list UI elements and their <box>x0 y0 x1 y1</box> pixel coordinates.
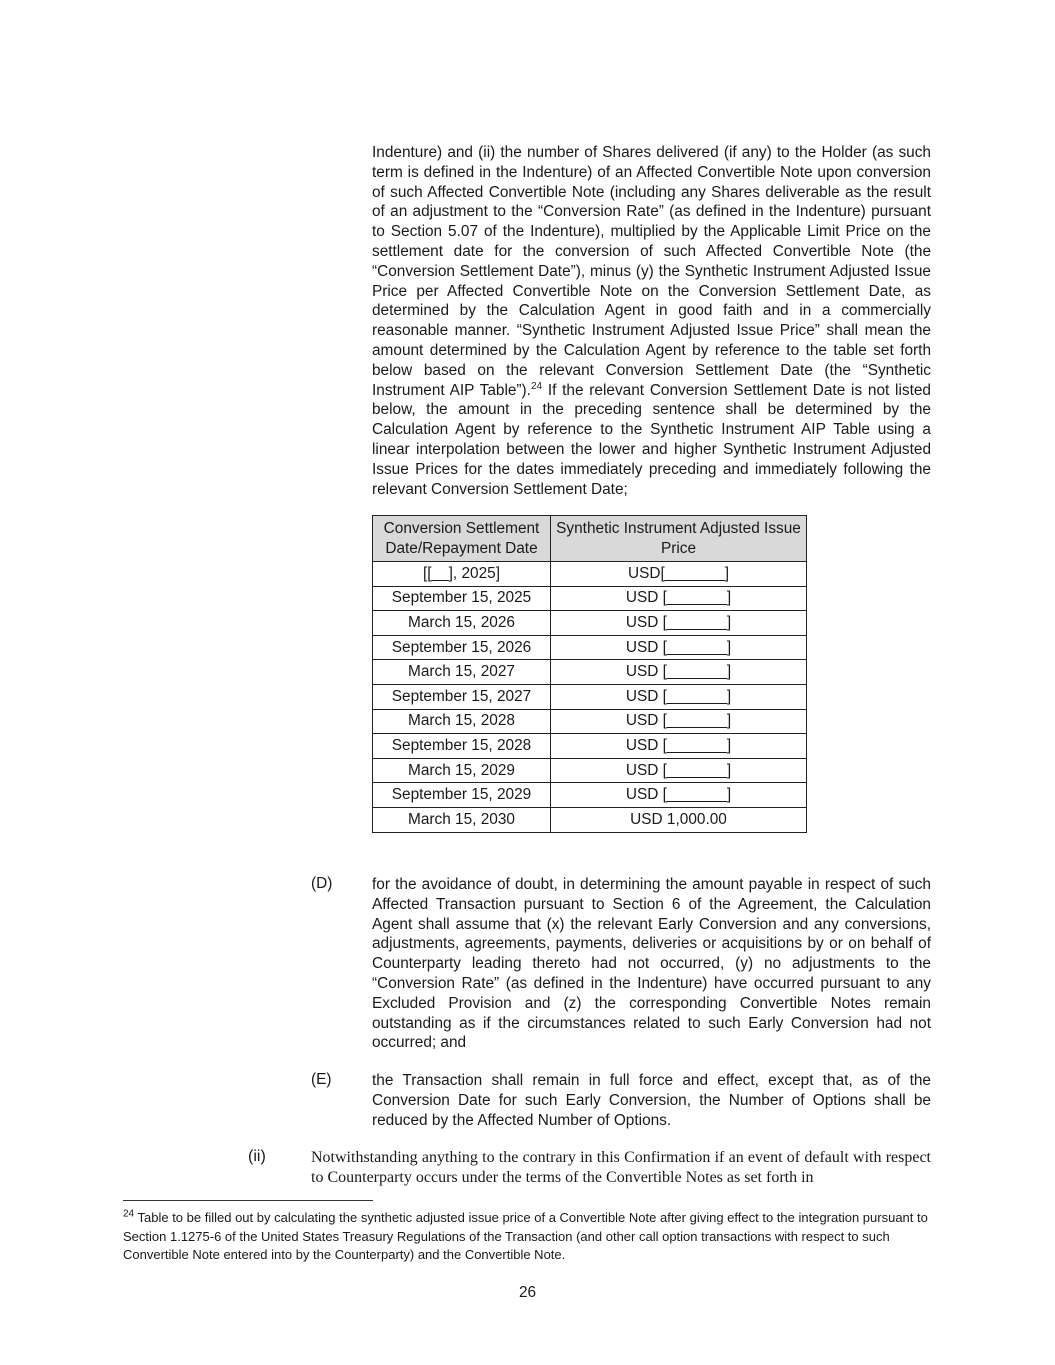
footnote-text: Table to be filled out by calculating the synthetic adjusted issue price of a Convertible Note after giving effect to the integration pursuant to Section 1.1275-6 of the United States Treasury Regulations of the Transaction (and other call option transactions with respect to such Convertible Note entered into by the Counterparty) and the Convertible Note. <box>123 1210 928 1262</box>
table-row <box>373 783 807 808</box>
row-date: September 15, 2027 <box>373 684 551 709</box>
clause-e-label: (E) <box>311 1071 332 1088</box>
clause-d-label: (D) <box>311 875 333 892</box>
table-row <box>373 586 807 611</box>
table-row <box>373 734 807 759</box>
row-price: USD [_______] <box>551 586 807 611</box>
item-ii-text: Notwithstanding anything to the contrary in this Confirmation if an event of default with respect to Counterparty occurs under the terms of the Convertible Notes as set forth in <box>311 1149 931 1186</box>
table-row <box>373 758 807 783</box>
table-row <box>373 660 807 685</box>
table-row <box>373 611 807 636</box>
row-price: USD [_______] <box>551 635 807 660</box>
page-number: 26 <box>518 1284 537 1301</box>
clause-d-text: for the avoidance of doubt, in determining the amount payable in respect of such Affected Transaction pursuant to Section 6 of the Agreement, the Calculation Agent shall assume that (x) the relevant Early Conversion and any conversions, adjustments, agreements, payments, deliveries or acquisitions by or on behalf of Counterparty leading thereto had not occurred, (y) no adjustments to the “Conversion Rate” (as defined in the Indenture) have occurred pursuant to any Excluded Provision and (z) the corresponding Convertible Notes remain outstanding as if the circumstances related to such Early Conversion had not occurred; and <box>372 876 931 1052</box>
row-date: September 15, 2026 <box>373 635 551 660</box>
table-row <box>373 709 807 734</box>
table-row <box>373 635 807 660</box>
row-date: March 15, 2028 <box>373 709 551 734</box>
footnote-reference[interactable]: 24 <box>530 380 543 392</box>
row-date: September 15, 2028 <box>373 734 551 759</box>
row-date: September 15, 2029 <box>373 783 551 808</box>
row-price: USD 1,000.00 <box>551 807 807 832</box>
header-conversion-date: Conversion Settlement Date/Repayment Date <box>373 516 551 562</box>
table-row <box>373 562 807 587</box>
footnote-separator <box>123 1200 373 1201</box>
row-date: March 15, 2026 <box>373 611 551 636</box>
table-header-row <box>373 516 807 562</box>
row-price: USD [_______] <box>551 660 807 685</box>
row-date: September 15, 2025 <box>373 586 551 611</box>
intro-text-part1: Indenture) and (ii) the number of Shares delivered (if any) to the Holder (as such term is defined in the Indenture) of an Affected Convertible Note upon conversion of such Affected Convertible Note (including any Shares deliverable as the result of an adjustment to the “Conversion Rate” (as defined in the Indenture) pursuant to Section 5.07 of the Indenture), multiplied by the Applicable Limit Price on the settlement date for the conversion of such Affected Convertible Note (the “Conversion Settlement Date”), minus (y) the Synthetic Instrument Adjusted Issue Price per Affected Convertible Note on the Conversion Settlement Date, as determined by the Calculation Agent in good faith and in a commercially reasonable manner. “Synthetic Instrument Adjusted Issue Price” shall mean the amount determined by the Calculation Agent by reference to the table set forth below based on the relevant Conversion Settlement Date (the “Synthetic Instrument AIP Table”). <box>372 144 931 399</box>
clause-e-text: the Transaction shall remain in full force and effect, except that, as of the Conversion Date for such Early Conversion, the Number of Options shall be reduced by the Affected Number of Options. <box>372 1072 931 1129</box>
intro-text-part2: If the relevant Conversion Settlement Date is not listed below, the amount in the preceding sentence shall be determined by the Calculation Agent by reference to the Synthetic Instrument AIP Table using a linear interpolation between the lower and higher Synthetic Instrument Adjusted Issue Prices for the dates immediately preceding and immediately following the relevant Conversion Settlement Date; <box>372 381 931 498</box>
row-date: March 15, 2030 <box>373 807 551 832</box>
row-price: USD [_______] <box>551 684 807 709</box>
aip-table <box>372 515 807 833</box>
item-ii-label: (ii) <box>248 1148 266 1165</box>
row-date: March 15, 2027 <box>373 660 551 685</box>
row-date: March 15, 2029 <box>373 758 551 783</box>
row-price: USD[_______] <box>551 562 807 587</box>
intro-paragraph <box>372 143 931 499</box>
row-price: USD [_______] <box>551 783 807 808</box>
row-date: [[__], 2025] <box>373 562 551 587</box>
row-price: USD [_______] <box>551 611 807 636</box>
row-price: USD [_______] <box>551 734 807 759</box>
footnote-number: 24 <box>123 1208 135 1220</box>
table-row <box>373 807 807 832</box>
footnote <box>123 1209 931 1265</box>
table-row <box>373 684 807 709</box>
row-price: USD [_______] <box>551 758 807 783</box>
row-price: USD [_______] <box>551 709 807 734</box>
header-adjusted-issue-price: Synthetic Instrument Adjusted Issue Price <box>551 516 807 562</box>
